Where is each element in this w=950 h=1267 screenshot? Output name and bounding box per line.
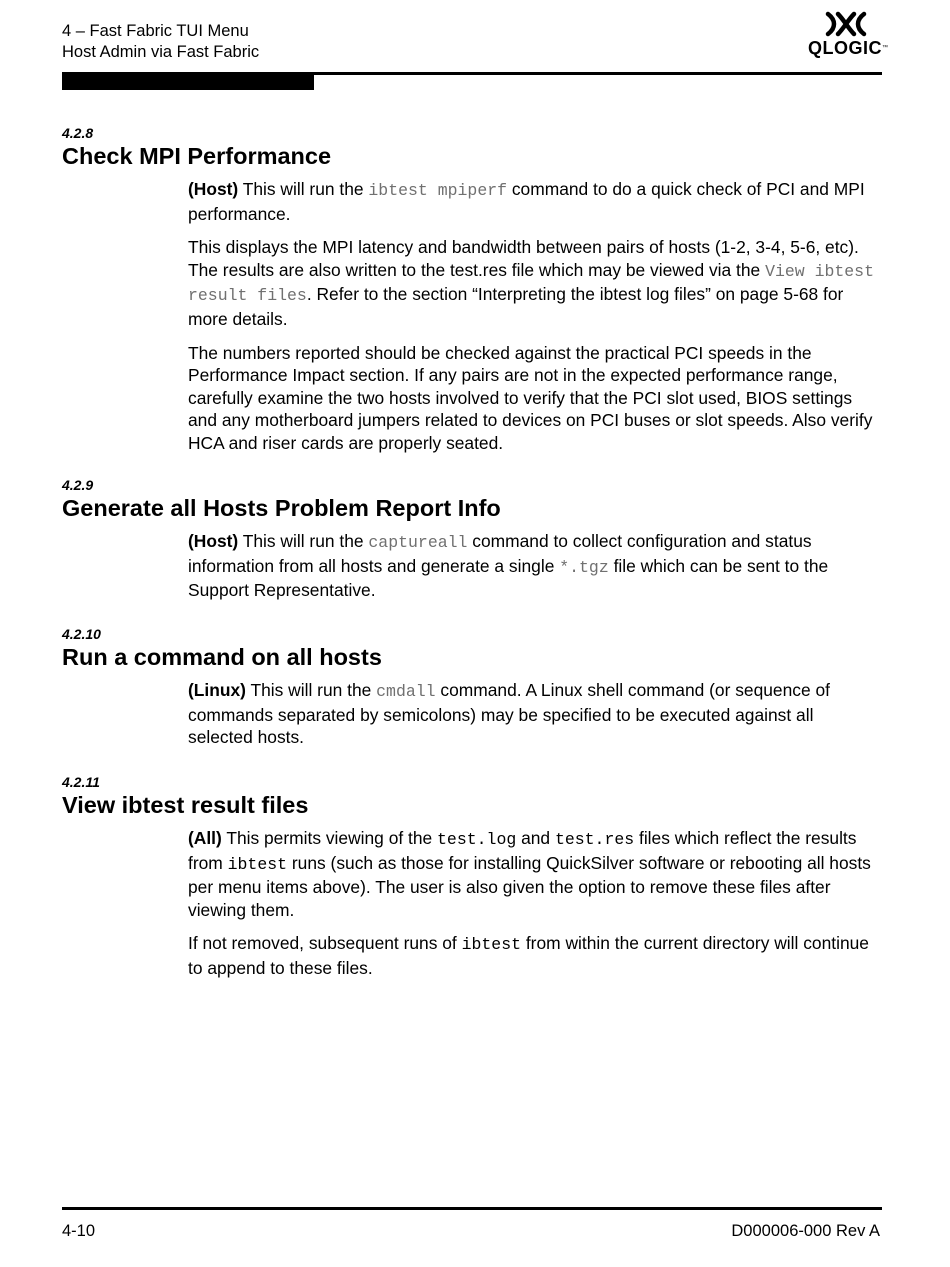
section-title: Generate all Hosts Problem Report Info	[62, 495, 501, 521]
inline-code: test.log	[437, 830, 517, 849]
inline-code: ibtest	[461, 935, 522, 955]
paragraph: This displays the MPI latency and bandwidth between pairs of hosts (1-2, 3-4, 5-6, etc). The results are also written to the test.res file which may be viewed via the View ibtest result files. Refer to the section “Interpreting the ibtest log files” on page 5-68 for more details.	[188, 237, 874, 329]
section-title: View ibtest result files	[62, 792, 309, 818]
paragraph: (Linux) This will run the cmdall command. A Linux shell command (or sequence of commands separated by semicolons) may be specified to be executed against all selected hosts.	[188, 680, 830, 748]
section-title: Check MPI Performance	[62, 143, 332, 169]
paragraph: (All) This permits viewing of the test.log and test.res files which reflect the results from ibtest runs (such as those for installing QuickSilver software or rebooting all hosts per menu items above). The user is also given the option to remove these files after viewing them.	[188, 828, 871, 920]
page-header	[62, 20, 889, 92]
footer-rule	[62, 1207, 882, 1210]
inline-code: ibtest	[227, 854, 288, 874]
inline-code: test.res	[554, 830, 635, 849]
section-body	[188, 530, 880, 602]
inline-code: captureall	[368, 533, 468, 552]
section-title: Run a command on all hosts	[62, 644, 382, 670]
paragraph: (Host) This will run the captureall command to collect configuration and status information from all hosts and generate a single *.tgz file which can be sent to the Support Representative.	[188, 531, 829, 601]
section-number: 4.2.10	[62, 626, 101, 642]
paragraph: The numbers reported should be checked against the practical PCI speeds in the Performance Impact section. If any pairs are not in the expected performance range, carefully examine the two hosts involved to verify that the PCI slot used, BIOS settings and any motherboard jumpers related to devices on PCI buses or slot speeds. Also verify HCA and riser cards are properly seated.	[188, 342, 873, 453]
qlogic-logo-text: QLOGIC™	[808, 38, 889, 58]
section-4-2-11	[62, 773, 882, 991]
section-4-2-8	[62, 124, 882, 466]
inline-code: cmdall	[376, 682, 436, 701]
section-body	[188, 827, 880, 980]
section-number: 4.2.9	[62, 477, 94, 493]
running-head-section: Host Admin via Fast Fabric	[62, 43, 260, 61]
inline-code: View ibtest result files	[188, 261, 874, 306]
qlogic-logo	[808, 10, 889, 60]
inline-code: ibtest mpiperf	[368, 181, 508, 200]
qlogic-logo-mark-icon	[824, 10, 868, 38]
section-4-2-9	[62, 476, 882, 613]
section-4-2-10	[62, 625, 882, 760]
paragraph: If not removed, subsequent runs of ibtest from within the current directory will continue to append to these files.	[188, 933, 869, 978]
header-tab-bar	[62, 75, 314, 90]
section-body	[188, 178, 880, 455]
page-number: 4-10	[62, 1222, 96, 1240]
inline-code: *.tgz	[559, 557, 609, 577]
document-id: D000006-000 Rev A	[731, 1222, 880, 1240]
section-number: 4.2.8	[62, 125, 94, 141]
section-body	[188, 679, 880, 749]
paragraph: (Host) This will run the ibtest mpiperf command to do a quick check of PCI and MPI performance.	[188, 179, 865, 224]
running-head-chapter: 4 – Fast Fabric TUI Menu	[62, 22, 249, 40]
section-number: 4.2.11	[62, 774, 100, 790]
